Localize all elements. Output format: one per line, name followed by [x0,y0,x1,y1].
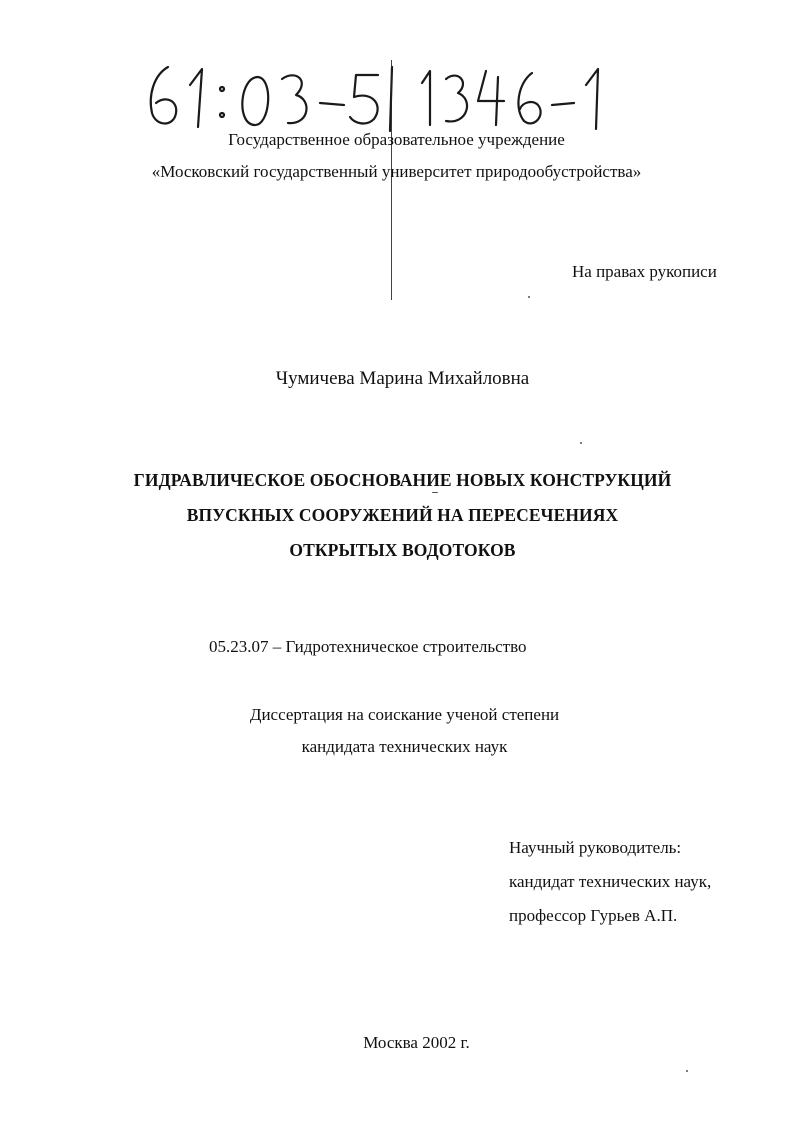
scan-speck [432,492,438,493]
handwritten-catalog-number [140,55,620,135]
rights-note: На правах рукописи [572,262,717,281]
scan-speck [686,1070,688,1072]
city-year: Москва 2002 г. [363,1033,470,1052]
title-line-3: ОТКРЫТЫХ ВОДОТОКОВ [289,540,516,560]
title-line-2: ВПУСКНЫХ СООРУЖЕНИЙ НА ПЕРЕСЕЧЕНИЯХ [186,505,619,525]
title-line-1: ГИДРАВЛИЧЕСКОЕ ОБОСНОВАНИЕ НОВЫХ КОНСТРУКЦИЙ [133,470,672,490]
degree-line-2: кандидата технических наук [301,737,508,756]
author-name: Чумичева Марина Михайловна [275,368,530,389]
institution-line-1: Государственное образовательное учреждение [228,130,565,149]
handwritten-stroke-drawing [140,55,620,135]
institution-line-2: «Московский государственный университет природообустройства» [151,162,642,181]
scan-speck [528,296,530,298]
scan-speck [580,442,582,444]
supervisor-line-2: кандидат технических наук, [509,872,712,891]
degree-line-1: Диссертация на соискание ученой степени [249,705,560,724]
supervisor-line-1: Научный руководитель: [509,838,682,857]
specialty-code: 05.23.07 – Гидротехническое строительство [209,637,527,656]
supervisor-line-3: профессор Гурьев А.П. [509,906,678,925]
